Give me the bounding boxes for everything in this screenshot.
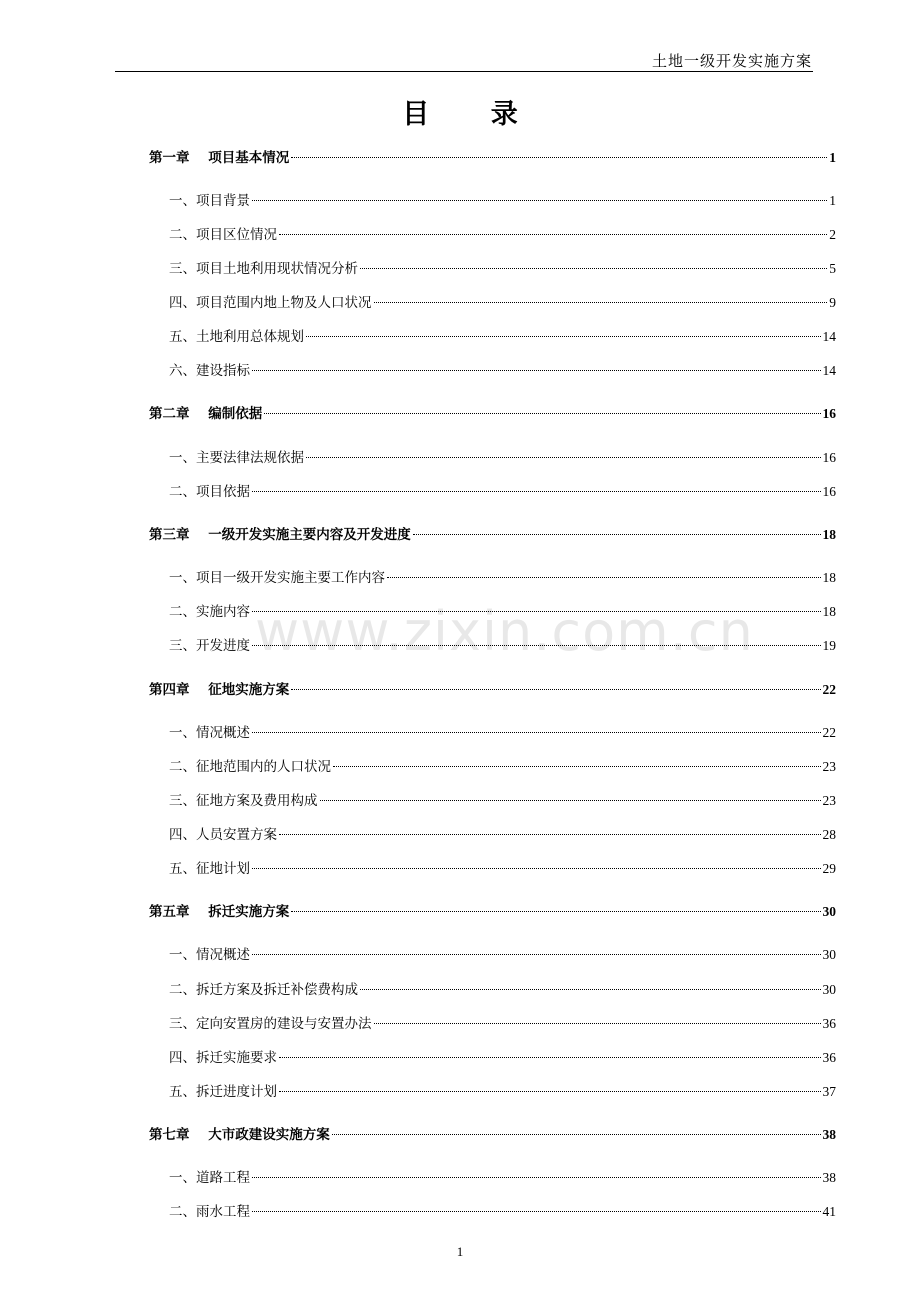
toc-section-entry[interactable] — [149, 1014, 836, 1034]
toc-entry-page-number: 30 — [822, 904, 836, 919]
dot-leader — [291, 689, 820, 690]
toc-chapter-entry[interactable] — [149, 680, 836, 700]
toc-entry-label: 一、情况概述 — [169, 725, 250, 741]
toc-section-entry[interactable] — [149, 327, 836, 347]
toc-entry-label: 一、情况概述 — [169, 947, 250, 963]
toc-section-entry[interactable] — [149, 1048, 836, 1068]
dot-leader — [413, 534, 821, 535]
toc-section-entry[interactable] — [149, 859, 836, 879]
toc-entry-label: 二、雨水工程 — [169, 1204, 250, 1220]
toc-section-entry[interactable] — [149, 482, 836, 502]
toc-section-entry[interactable] — [149, 602, 836, 622]
toc-entry-label: 二、实施内容 — [169, 604, 250, 620]
toc-entry-label: 五、土地利用总体规划 — [169, 329, 304, 345]
toc-entry-page-number: 2 — [829, 227, 836, 242]
dot-leader — [252, 954, 821, 955]
toc-entry-label: 第一章 项目基本情况 — [149, 150, 290, 166]
toc-entry-page-number: 30 — [822, 947, 836, 962]
toc-entry-label: 三、项目土地利用现状情况分析 — [169, 261, 358, 277]
dot-leader — [374, 1023, 821, 1024]
toc-section-entry[interactable] — [149, 757, 836, 777]
toc-entry-page-number: 28 — [822, 827, 836, 842]
toc-heading: 目 录 — [402, 99, 544, 130]
dot-leader — [279, 1091, 821, 1092]
dot-leader — [279, 234, 827, 235]
toc-entry-label: 一、项目一级开发实施主要工作内容 — [169, 570, 385, 586]
toc-section-entry[interactable] — [149, 636, 836, 656]
dot-leader — [387, 577, 821, 578]
header-rule — [115, 71, 813, 72]
toc-section-entry[interactable] — [149, 259, 836, 279]
toc-entry-page-number: 38 — [822, 1127, 836, 1142]
toc-entry-page-number: 1 — [829, 193, 836, 208]
toc-section-entry[interactable] — [149, 791, 836, 811]
toc-entry-label: 一、道路工程 — [169, 1170, 250, 1186]
dot-leader — [360, 989, 821, 990]
toc-entry-page-number: 29 — [822, 861, 836, 876]
toc-section-entry[interactable] — [149, 980, 836, 1000]
dot-leader — [252, 200, 827, 201]
toc-chapter-entry[interactable] — [149, 1125, 836, 1145]
toc-chapter-entry[interactable] — [149, 902, 836, 922]
dot-leader — [252, 611, 821, 612]
toc-entry-page-number: 18 — [822, 527, 836, 542]
toc-entry-page-number: 1 — [829, 150, 836, 165]
toc-entry-label: 二、项目区位情况 — [169, 227, 277, 243]
toc-entry-label: 第五章 拆迁实施方案 — [149, 904, 290, 920]
watermark: www.zixin.com.cn — [255, 600, 754, 663]
toc-entry-page-number: 14 — [822, 329, 836, 344]
toc-entry-page-number: 9 — [829, 295, 836, 310]
toc-section-entry[interactable] — [149, 361, 836, 381]
dot-leader — [306, 457, 821, 458]
toc-entry-label: 六、建设指标 — [169, 363, 250, 379]
toc-entry-label: 二、征地范围内的人口状况 — [169, 759, 331, 775]
toc-entry-label: 三、定向安置房的建设与安置办法 — [169, 1016, 372, 1032]
toc-section-entry[interactable] — [149, 293, 836, 313]
toc-section-entry[interactable] — [149, 448, 836, 468]
dot-leader — [332, 1134, 821, 1135]
toc-section-entry[interactable] — [149, 1202, 836, 1222]
toc-section-entry[interactable] — [149, 191, 836, 211]
toc-entry-label: 第二章 编制依据 — [149, 406, 263, 422]
dot-leader — [252, 1211, 821, 1212]
toc-entry-page-number: 18 — [822, 604, 836, 619]
toc-entry-label: 三、开发进度 — [169, 638, 250, 654]
toc-entry-page-number: 16 — [822, 406, 836, 421]
toc-entry-page-number: 36 — [822, 1016, 836, 1031]
toc-chapter-entry[interactable] — [149, 525, 836, 545]
toc-entry-label: 四、拆迁实施要求 — [169, 1050, 277, 1066]
toc-section-entry[interactable] — [149, 225, 836, 245]
toc-section-entry[interactable] — [149, 945, 836, 965]
dot-leader — [279, 834, 821, 835]
dot-leader — [252, 645, 821, 646]
dot-leader — [252, 1177, 821, 1178]
toc-entry-label: 第四章 征地实施方案 — [149, 682, 290, 698]
toc-entry-page-number: 22 — [822, 682, 836, 697]
toc-entry-page-number: 30 — [822, 982, 836, 997]
page-number: 1 — [456, 1244, 464, 1259]
dot-leader — [264, 413, 820, 414]
toc-entry-label: 第七章 大市政建设实施方案 — [149, 1127, 330, 1143]
toc-entry-page-number: 5 — [829, 261, 836, 276]
toc-entry-label: 五、拆迁进度计划 — [169, 1084, 277, 1100]
toc-entry-page-number: 22 — [822, 725, 836, 740]
dot-leader — [291, 157, 827, 158]
toc-entry-page-number: 14 — [822, 363, 836, 378]
toc-entry-page-number: 36 — [822, 1050, 836, 1065]
toc-section-entry[interactable] — [149, 1168, 836, 1188]
toc-section-entry[interactable] — [149, 825, 836, 845]
toc-entry-page-number: 19 — [822, 638, 836, 653]
toc-entry-page-number: 16 — [822, 450, 836, 465]
toc-entry-label: 四、项目范围内地上物及人口状况 — [169, 295, 372, 311]
toc-chapter-entry[interactable] — [149, 404, 836, 424]
dot-leader — [320, 800, 821, 801]
toc-section-entry[interactable] — [149, 1082, 836, 1102]
toc-entry-label: 第三章 一级开发实施主要内容及开发进度 — [149, 527, 411, 543]
toc-entry-label: 二、拆迁方案及拆迁补偿费构成 — [169, 982, 358, 998]
dot-leader — [291, 911, 820, 912]
toc-entry-label: 二、项目依据 — [169, 484, 250, 500]
toc-entry-label: 三、征地方案及费用构成 — [169, 793, 318, 809]
toc-entry-label: 五、征地计划 — [169, 861, 250, 877]
toc-entry-page-number: 38 — [822, 1170, 836, 1185]
dot-leader — [252, 370, 821, 371]
toc-section-entry[interactable] — [149, 568, 836, 588]
toc-entry-page-number: 23 — [822, 793, 836, 808]
dot-leader — [252, 868, 821, 869]
dot-leader — [360, 268, 827, 269]
dot-leader — [333, 766, 821, 767]
toc-entry-page-number: 41 — [822, 1204, 836, 1219]
dot-leader — [306, 336, 821, 337]
toc-entry-page-number: 16 — [822, 484, 836, 499]
toc-entry-page-number: 23 — [822, 759, 836, 774]
dot-leader — [252, 732, 821, 733]
dot-leader — [374, 302, 828, 303]
dot-leader — [279, 1057, 821, 1058]
toc-section-entry[interactable] — [149, 723, 836, 743]
toc-entry-label: 四、人员安置方案 — [169, 827, 277, 843]
dot-leader — [252, 491, 821, 492]
toc-chapter-entry[interactable] — [149, 148, 836, 168]
toc-entry-label: 一、项目背景 — [169, 193, 250, 209]
running-header-title: 土地一级开发实施方案 — [651, 52, 812, 70]
toc-entry-label: 一、主要法律法规依据 — [169, 450, 304, 466]
toc-entry-page-number: 18 — [822, 570, 836, 585]
toc-entry-page-number: 37 — [822, 1084, 836, 1099]
